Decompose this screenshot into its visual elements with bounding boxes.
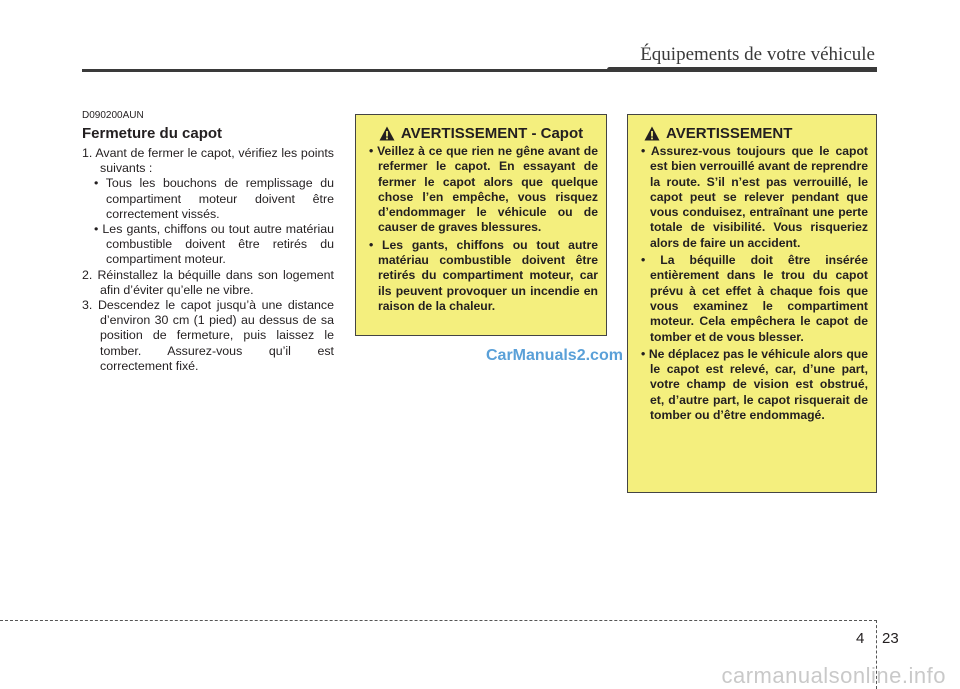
hood-closing-section — [82, 110, 334, 374]
warning-header — [636, 125, 868, 142]
page-number: 23 — [882, 630, 899, 647]
step-1-bullet: • Les gants, chiffons ou tout autre matériau combustible doivent être retirés du compartiment moteur. — [94, 222, 334, 267]
warning-title: AVERTISSEMENT — [666, 125, 793, 142]
warning-list — [364, 144, 598, 314]
warning-item: • La béquille doit être insérée entièrement dans le trou du capot prévu à cet effet à chaque fois que vous examinez le compartiment moteur. Cela empêchera le capot de tomber et de vous blesser. — [641, 253, 868, 344]
warning-item: • Les gants, chiffons ou tout autre matériau combustible doivent être retirés du compartiment moteur, car ils peuvent provoquer un incendie en raison de la chaleur. — [369, 237, 598, 313]
page-header-title: Équipements de votre véhicule — [640, 44, 875, 65]
warning-item: • Ne déplacez pas le véhicule alors que le capot est relevé, car, d’une part, votre champ de vision est obstrué, et, d’autre part, le capot risquerait de tomber ou d’être endommagé. — [641, 346, 868, 423]
section-title: Fermeture du capot — [82, 125, 223, 142]
header-rule — [82, 69, 877, 72]
footer-rule — [0, 620, 877, 621]
step-3: 3. Descendez le capot jusqu’à une distance d’environ 30 cm (1 pied) au dessus de sa position de fermeture, puis laissez le tomber. Assurez-vous qu’il est correctement fixé. — [82, 298, 334, 373]
warning-title: AVERTISSEMENT - Capot — [400, 125, 584, 142]
warning-item: • Assurez-vous toujours que le capot est bien verrouillé avant de reprendre la route. S’il n’est pas verrouillé, le capot peut se relever pendant que vous conduisez, entraînant une perte totale de visibilité. Vous risqueriez alors de faire un accident. — [641, 144, 868, 250]
warning-box-latch — [627, 114, 877, 493]
step-2: 2. Réinstallez la béquille dans son logement afin d’éviter qu’elle ne vibre. — [82, 267, 334, 297]
chapter-number: 4 — [856, 630, 865, 647]
warning-triangle-icon — [644, 126, 660, 141]
section-code: D090200AUN — [82, 110, 144, 121]
warning-triangle-icon — [379, 126, 395, 141]
step-1-bullet: • Tous les bouchons de remplissage du compartiment moteur doivent être correctement vissés. — [94, 176, 334, 221]
site-watermark: carmanualsonline.info — [721, 663, 946, 688]
warning-header — [364, 125, 598, 142]
warning-box-hood — [355, 114, 607, 336]
warning-item: • Veillez à ce que rien ne gêne avant de refermer le capot. En essayant de fermer le capot alors que quelque chose l’en empêche, vous risquez d’endommager le véhicule ou de causer de graves blessures. — [369, 144, 598, 235]
step-1: 1. Avant de fermer le capot, vérifiez les points suivants : — [82, 146, 334, 176]
warning-list — [636, 144, 868, 423]
watermark-link[interactable]: CarManuals2.com — [486, 347, 623, 364]
